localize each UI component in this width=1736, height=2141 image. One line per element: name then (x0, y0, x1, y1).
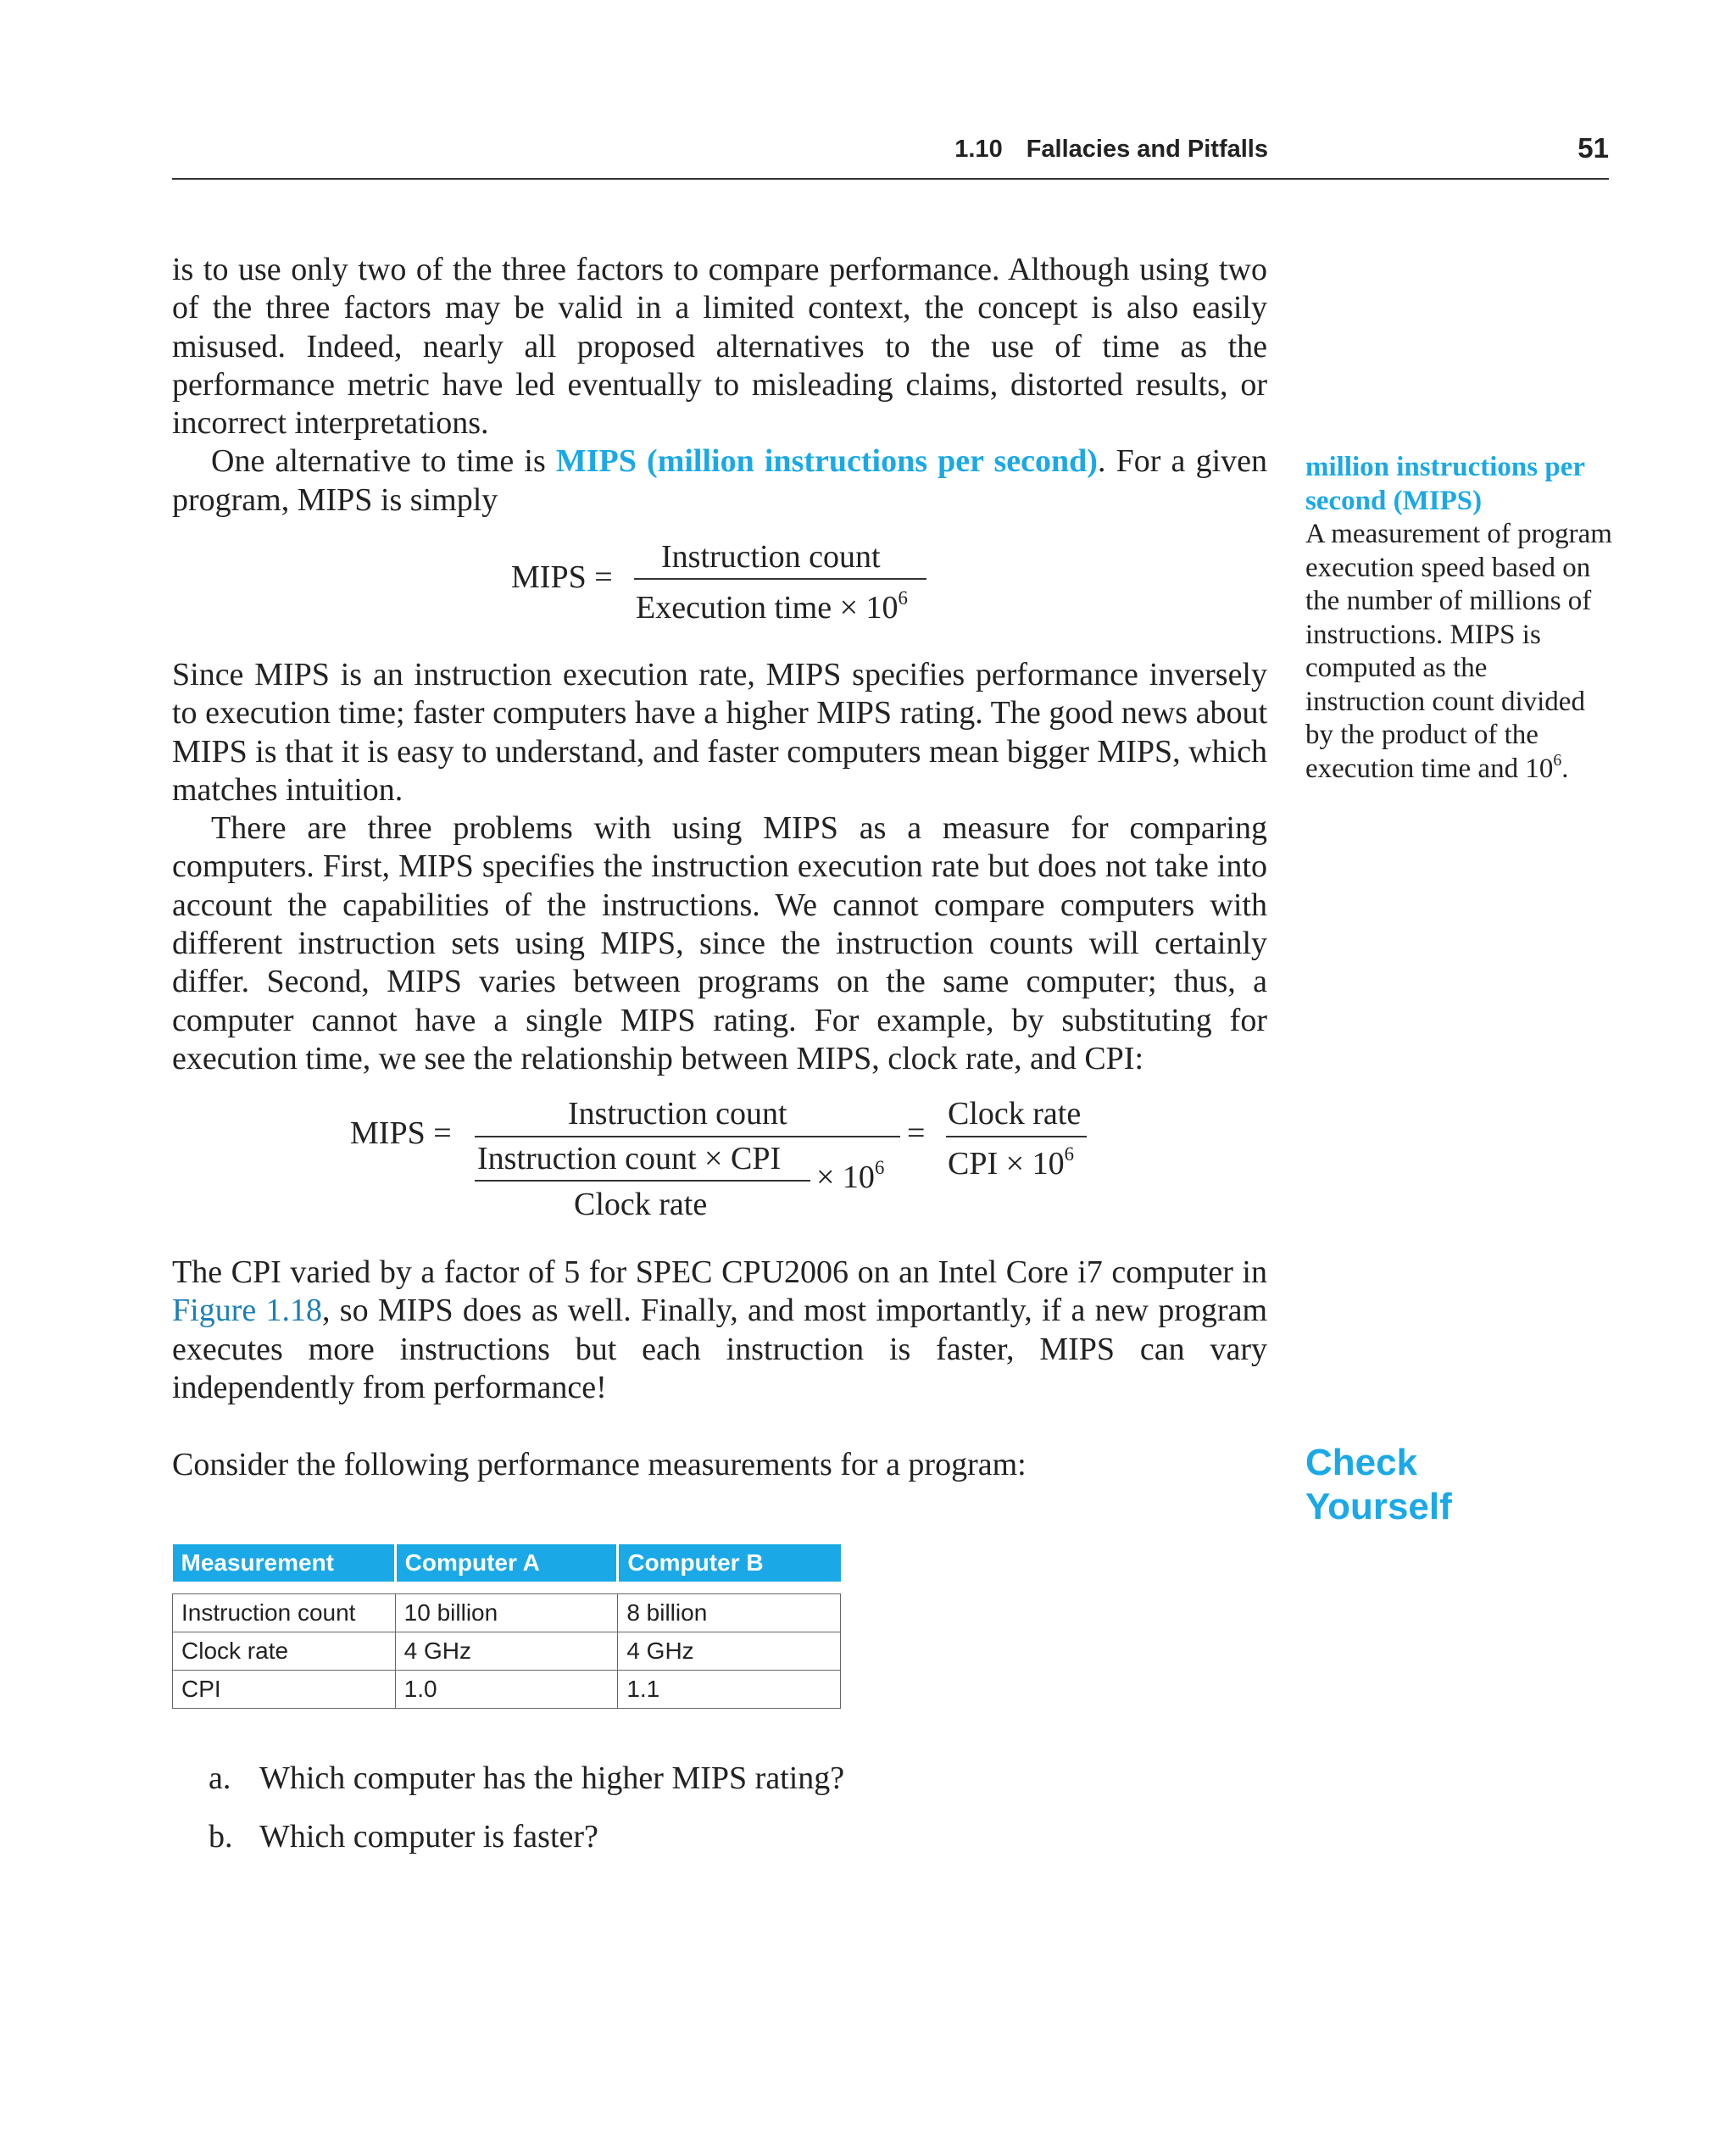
margin-definition (1305, 451, 1612, 786)
body-text-middle (172, 656, 1267, 1078)
paragraph-6: Consider the following performance measurements for a program: (172, 1447, 1027, 1482)
body-text-lower (172, 1254, 1267, 1407)
table-cell: 1.0 (395, 1671, 618, 1709)
question-label: b. (209, 1819, 233, 1855)
table-row (173, 1671, 841, 1709)
eq2-rhs-denominator: CPI × $10^6$ (948, 1143, 1074, 1182)
table-cell: 1.1 (618, 1671, 841, 1709)
table-cell: 8 billion (618, 1594, 841, 1632)
body-text-consider (172, 1446, 1267, 1484)
paragraph-1: is to use only two of the three factors to compare performance. Although using two of the three factors may be valid in a limited context, the concept is also easily misused. Indeed, nearly all proposed alternatives to the use of time as the performance metric have led eventually to misleading claims, distorted results, or incorrect interpretations. (172, 252, 1267, 442)
eq2-rhs-fraction-bar (946, 1136, 1087, 1137)
eq2-top: Instruction count (568, 1096, 787, 1132)
check-yourself-line1: Check (1305, 1442, 1418, 1483)
eq1-numerator: Instruction count (661, 539, 881, 575)
paragraph-2-post: . For a given program, MIPS is simply (172, 443, 1267, 518)
check-yourself-line2: Yourself (1305, 1486, 1452, 1527)
eq2-main-fraction-bar (475, 1136, 900, 1137)
eq1-lhs: MIPS = (511, 559, 613, 595)
eq2-times-ten: × $10^6$ (816, 1157, 885, 1195)
paragraph-5 (172, 1254, 1267, 1407)
table-header-cell: Computer A (395, 1544, 618, 1582)
table-header-row (173, 1544, 841, 1582)
section-title: Fallacies and Pitfalls (1026, 136, 1268, 163)
table-gap (173, 1582, 841, 1594)
question-b (209, 1818, 598, 1856)
question-a (209, 1760, 844, 1798)
body-text-top (172, 251, 1267, 520)
paragraph-2-pre: One alternative to time is (211, 443, 556, 480)
check-yourself-heading (1305, 1441, 1452, 1529)
eq2-inner-denominator: Clock rate (574, 1187, 708, 1222)
question-text: Which computer is faster? (259, 1819, 598, 1855)
eq2-lhs: MIPS = (350, 1115, 452, 1151)
running-header (172, 129, 1609, 180)
paragraph-5-post: , so MIPS does as well. Finally, and most importantly, if a new program executes more instructions but each instruction is faster, MIPS can vary independently from performance! (172, 1293, 1267, 1405)
eq2-inner-numerator: Instruction count × CPI (477, 1141, 782, 1176)
table-header-cell: Computer B (618, 1544, 841, 1582)
table-header-cell: Measurement (173, 1544, 396, 1582)
table-row (173, 1594, 841, 1632)
table-cell: 4 GHz (395, 1632, 618, 1671)
definition-body: A measurement of program execution speed based on the number of millions of instructions. MIPS is computed as the instruction count divided by the product of the execution time and $10^6$. (1305, 519, 1612, 784)
table-cell: Clock rate (173, 1632, 396, 1671)
page-number: 51 (1577, 132, 1609, 164)
eq2-equals: = (907, 1115, 926, 1151)
figure-1-18-link[interactable]: Figure 1.18 (172, 1293, 323, 1329)
mips-term: MIPS (million instructions per second) (555, 443, 1098, 480)
table-cell: 4 GHz (618, 1632, 841, 1671)
paragraph-2 (172, 442, 1267, 520)
question-label: a. (209, 1760, 231, 1796)
eq1-denominator: Execution time × $10^6$ (636, 587, 908, 626)
paragraph-4: There are three problems with using MIPS as a measure for comparing computers. First, MIPS specifies the instruction execution rate but does not take into account the capabilities of the instructions. We cannot compare computers with different instruction sets using MIPS, since the instruction counts will certainly differ. Second, MIPS varies between programs on the same computer; thus, a computer cannot have a single MIPS rating. For example, by substituting for execution time, we see the relationship between MIPS, clock rate, and CPI: (172, 810, 1267, 1076)
question-text: Which computer has the higher MIPS rating? (259, 1760, 845, 1796)
table-row (173, 1632, 841, 1671)
table-cell: 10 billion (395, 1594, 618, 1632)
section-heading (954, 136, 1268, 164)
eq2-inner-fraction-bar (475, 1180, 810, 1182)
eq1-fraction-bar (634, 578, 926, 580)
definition-term: million instructions per second (MIPS) (1305, 452, 1585, 516)
performance-table (172, 1544, 841, 1709)
paragraph-3: Since MIPS is an instruction execution rate, MIPS specifies performance inversely to execution time; faster computers have a higher MIPS rating. The good news about MIPS is that it is easy to understand, and faster computers mean bigger MIPS, which matches intuition. (172, 657, 1267, 808)
table-cell: CPI (173, 1671, 396, 1709)
section-number: 1.10 (954, 136, 1003, 163)
paragraph-5-pre: The CPI varied by a factor of 5 for SPEC CPU2006 on an Intel Core i7 computer in (172, 1254, 1267, 1290)
table-cell: Instruction count (173, 1594, 396, 1632)
eq2-rhs-numerator: Clock rate (948, 1096, 1082, 1132)
